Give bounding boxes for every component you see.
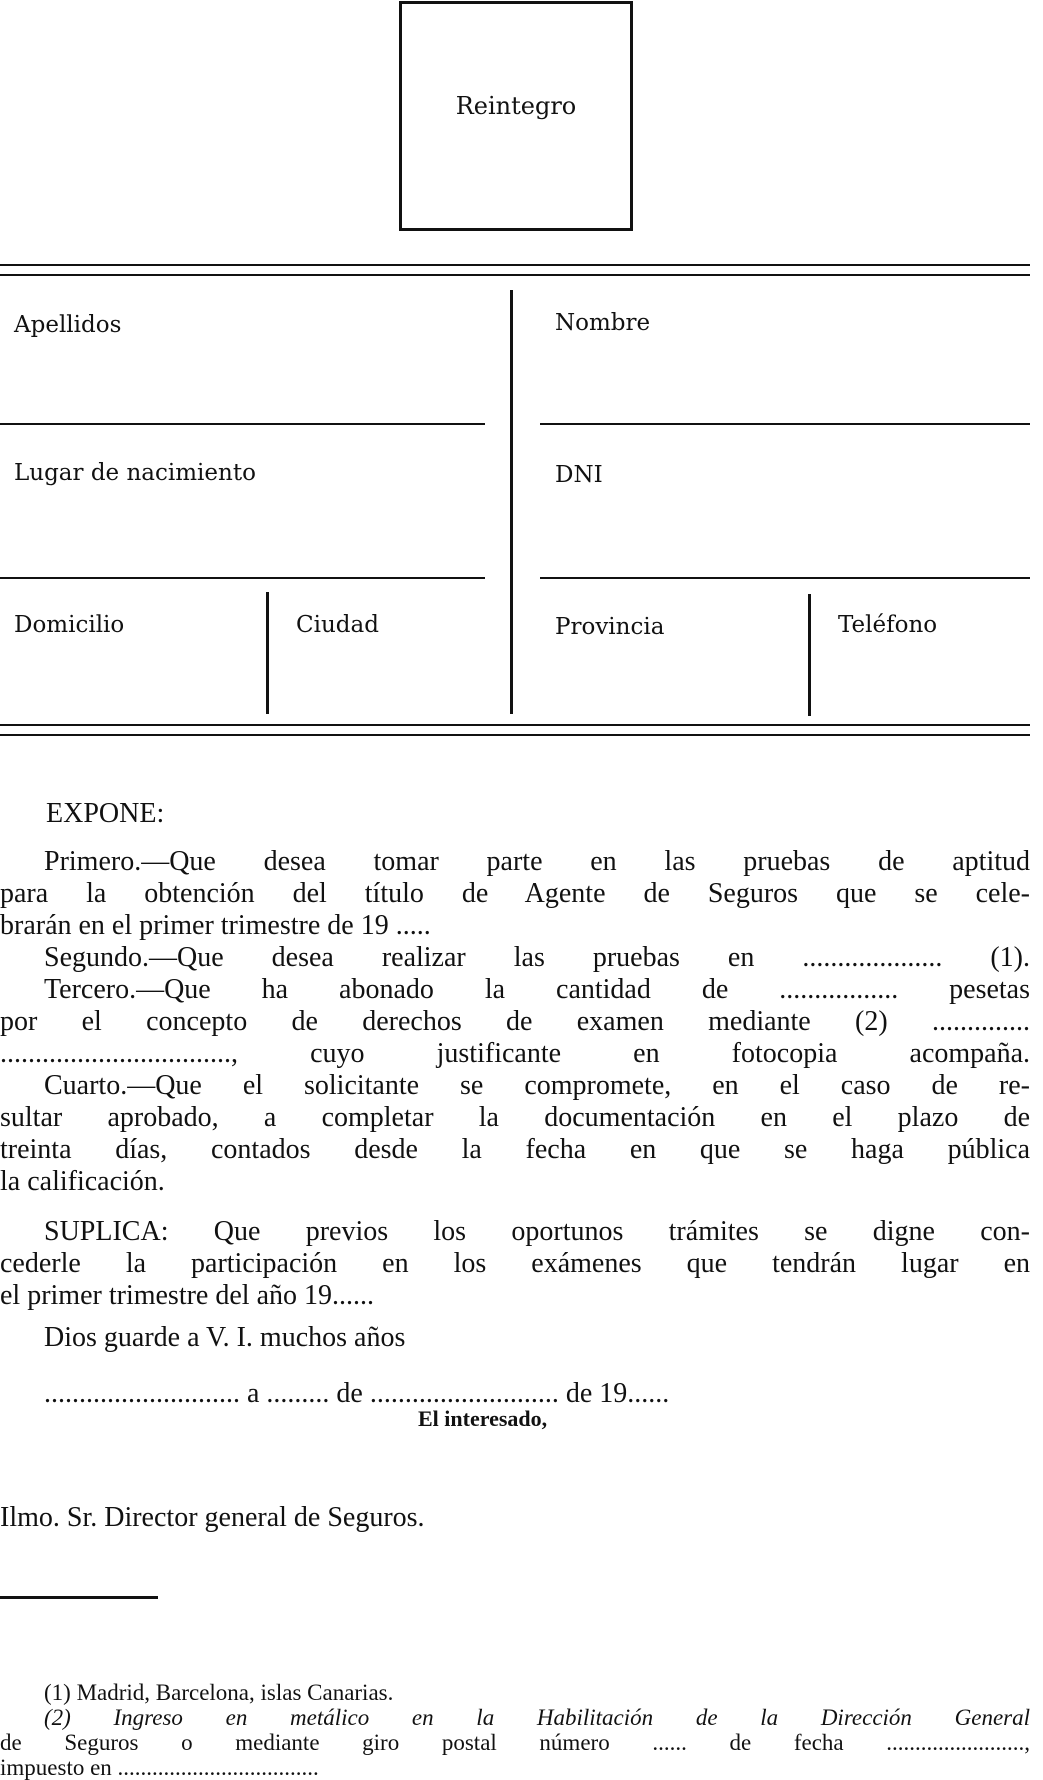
- row2-rule-left: [0, 577, 485, 579]
- tercero-line-3: ................................., cuyo justificante en fotocopia acompaña.: [0, 1038, 1030, 1069]
- interesado-label: El interesado,: [418, 1406, 548, 1431]
- top-double-rule: [0, 264, 1030, 266]
- lugar-nacimiento-label: Lugar de nacimiento: [14, 460, 256, 486]
- expone-heading: EXPONE:: [46, 798, 165, 829]
- segundo-line: Segundo.—Que desea realizar las pruebas en .................... (1).: [44, 942, 1030, 973]
- tercero-line-1: Tercero.—Que ha abonado la cantidad de ................. pesetas: [44, 974, 1030, 1005]
- top-double-rule-2: [0, 274, 1030, 276]
- dni-label: DNI: [555, 462, 603, 488]
- suplica-line-1: SUPLICA: Que previos los oportunos trámites se digne con-: [44, 1216, 1030, 1247]
- cuarto-line-2: sultar aprobado, a completar la documentación en el plazo de: [0, 1102, 1030, 1133]
- dios-guarde-line: Dios guarde a V. I. muchos años: [44, 1322, 406, 1353]
- domicilio-label: Domicilio: [14, 612, 125, 638]
- telefono-label: Teléfono: [838, 612, 938, 638]
- footnote-1: (1) Madrid, Barcelona, islas Canarias.: [44, 1680, 394, 1705]
- provincia-telefono-divider: [808, 594, 811, 716]
- ciudad-label: Ciudad: [296, 612, 379, 638]
- cuarto-line-4: la calificación.: [0, 1166, 165, 1197]
- dios-guarde: [0, 1322, 1030, 1354]
- footnote-separator: [0, 1596, 158, 1599]
- tercero-line-2: por el concepto de derechos de examen mediante (2) ..............: [0, 1006, 1030, 1037]
- destinatario-block: [0, 1502, 1030, 1534]
- cuarto-line-1: Cuarto.—Que el solicitante se compromete, en el caso de re-: [44, 1070, 1030, 1101]
- cuarto-line-3: treinta días, contados desde la fecha en que se haga pública: [0, 1134, 1030, 1165]
- apellidos-label: Apellidos: [14, 312, 122, 338]
- footnotes: [0, 1680, 1030, 1780]
- primero-line-3: brarán en el primer trimestre de 19 .....: [0, 910, 431, 941]
- destinatario-line: Ilmo. Sr. Director general de Seguros.: [0, 1502, 425, 1533]
- expone-body: [0, 846, 1030, 1198]
- suplica-body: [0, 1216, 1030, 1312]
- reintegro-stamp-box: [399, 1, 633, 231]
- suplica-line-2: cederle la participación en los exámenes que tendrán lugar en: [0, 1248, 1030, 1279]
- bottom-double-rule-2: [0, 734, 1030, 736]
- fecha-line: ............................ a ......... de ........................... de 19......: [44, 1378, 670, 1409]
- footnote-2-line-1: (2) Ingreso en metálico en la Habilitación de la Dirección General: [44, 1705, 1030, 1730]
- provincia-label: Provincia: [555, 614, 665, 640]
- row2-rule-right: [540, 577, 1030, 579]
- suplica-line-3: el primer trimestre del año 19......: [0, 1280, 374, 1311]
- domicilio-ciudad-divider: [266, 592, 269, 714]
- center-divider: [510, 290, 513, 714]
- primero-line-1: Primero.—Que desea tomar parte en las pruebas de aptitud: [44, 846, 1030, 877]
- primero-line-2: para la obtención del título de Agente de Seguros que se cele-: [0, 878, 1030, 909]
- nombre-label: Nombre: [555, 310, 651, 336]
- footnote-2-line-3: impuesto en ...................................: [0, 1755, 319, 1780]
- row1-rule-left: [0, 423, 485, 425]
- reintegro-label: Reintegro: [455, 92, 577, 120]
- row1-rule-right: [540, 423, 1030, 425]
- footnote-2-line-2: de Seguros o mediante giro postal número ...... de fecha ........................,: [0, 1730, 1030, 1755]
- bottom-double-rule: [0, 724, 1030, 726]
